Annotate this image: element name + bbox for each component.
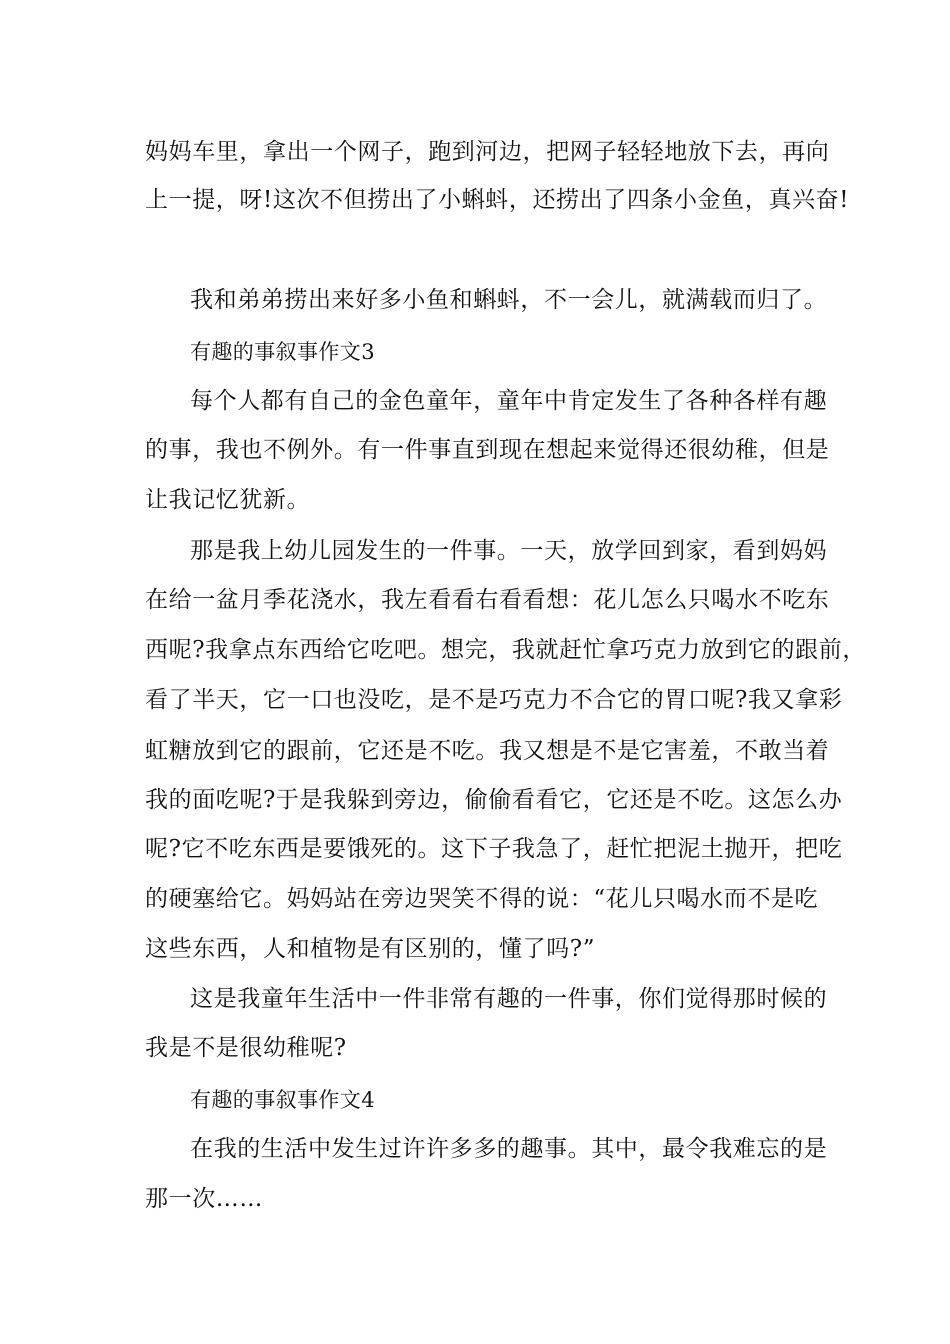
paragraph-line: 虹糖放到它的跟前，它还是不吃。我又想是不是它害羞，不敢当着 [145,738,830,764]
paragraph-line: 那一次…… [145,1186,263,1212]
paragraph-line: 每个人都有自己的金色童年，童年中肯定发生了各种各样有趣 [190,388,828,414]
paragraph-line: 呢?它不吃东西是要饿死的。这下子我急了，赶忙把泥土抛开，把吃 [145,836,843,862]
paragraph-line: 的硬塞给它。妈妈站在旁边哭笑不得的说：“花儿只喝水而不是吃 [145,886,819,912]
paragraph-line: 让我记忆犹新。 [145,487,311,513]
paragraph-line: 这是我童年生活中一件非常有趣的一件事，你们觉得那时候的 [190,986,828,1012]
paragraph-line: 在我的生活中发生过许许多多的趣事。其中，最令我难忘的是 [190,1136,828,1162]
paragraph-line: 那是我上幼儿园发生的一件事。一天，放学回到家，看到妈妈 [190,538,828,564]
paragraph-line: 看了半天，它一口也没吃，是不是巧克力不合它的胃口呢?我又拿彩 [145,687,843,713]
paragraph-line: 我的面吃呢?于是我躲到旁边，偷偷看看它，它还是不吃。这怎么办 [145,787,843,813]
section-heading: 有趣的事叙事作文3 [190,340,375,364]
paragraph-line: 在给一盆月季花浇水，我左看看右看看想：花儿怎么只喝水不吃东 [145,587,830,613]
paragraph-line: 我和弟弟捞出来好多小鱼和蝌蚪，不一会儿，就满载而归了。 [190,287,828,313]
paragraph-line: 的事，我也不例外。有一件事直到现在想起来觉得还很幼稚，但是 [145,437,830,463]
paragraph-line: 这些东西，人和植物是有区别的，懂了吗?” [145,936,596,962]
paragraph-line: 我是不是很幼稚呢? [145,1035,347,1061]
section-heading: 有趣的事叙事作文4 [190,1088,375,1112]
paragraph-line: 西呢?我拿点东西给它吃吧。想完，我就赶忙拿巧克力放到它的跟前， [145,637,866,663]
paragraph-line: 妈妈车里，拿出一个网子，跑到河边，把网子轻轻地放下去，再向 [145,139,830,165]
paragraph-line: 上一提，呀!这次不但捞出了小蝌蚪，还捞出了四条小金鱼，真兴奋! [145,187,850,213]
